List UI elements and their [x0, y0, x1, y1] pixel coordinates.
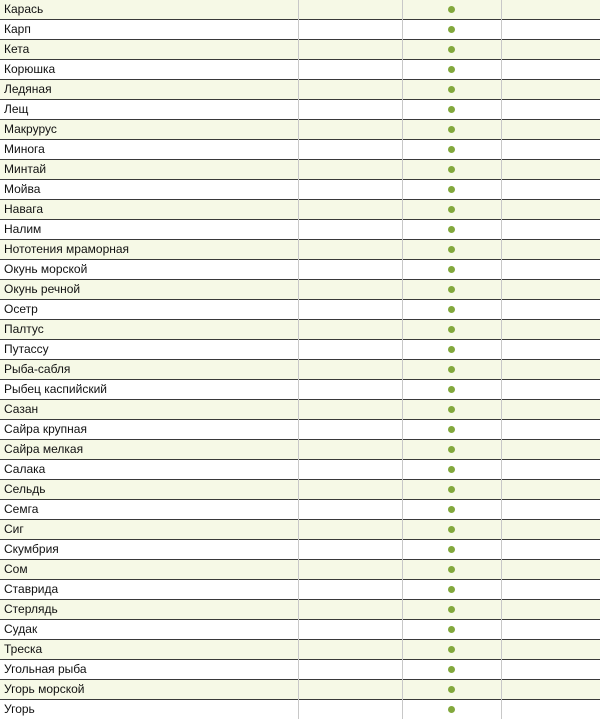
mark-cell-3	[501, 280, 600, 300]
mark-cell-2	[402, 560, 501, 580]
mark-cell-2	[402, 540, 501, 560]
mark-cell-1	[298, 260, 402, 280]
mark-cell-3	[501, 120, 600, 140]
table-row	[0, 180, 600, 200]
fish-name-cell: Угорь морской	[0, 680, 298, 700]
fish-name-cell: Нототения мраморная	[0, 240, 298, 260]
green-dot-icon	[448, 606, 455, 613]
fish-name-cell: Карп	[0, 20, 298, 40]
mark-cell-3	[501, 580, 600, 600]
mark-cell-2	[402, 520, 501, 540]
green-dot-icon	[448, 446, 455, 453]
fish-name-cell: Угольная рыба	[0, 660, 298, 680]
mark-cell-2	[402, 280, 501, 300]
mark-cell-1	[298, 40, 402, 60]
green-dot-icon	[448, 526, 455, 533]
green-dot-icon	[448, 66, 455, 73]
green-dot-icon	[448, 86, 455, 93]
mark-cell-2	[402, 60, 501, 80]
mark-cell-2	[402, 620, 501, 640]
fish-name-cell: Судак	[0, 620, 298, 640]
fish-name-cell: Карась	[0, 0, 298, 20]
mark-cell-2	[402, 360, 501, 380]
mark-cell-2	[402, 120, 501, 140]
green-dot-icon	[448, 466, 455, 473]
mark-cell-1	[298, 80, 402, 100]
green-dot-icon	[448, 386, 455, 393]
green-dot-icon	[448, 346, 455, 353]
mark-cell-2	[402, 700, 501, 720]
mark-cell-2	[402, 300, 501, 320]
mark-cell-3	[501, 300, 600, 320]
green-dot-icon	[448, 366, 455, 373]
mark-cell-2	[402, 340, 501, 360]
table-row	[0, 680, 600, 700]
mark-cell-3	[501, 200, 600, 220]
mark-cell-2	[402, 160, 501, 180]
mark-cell-1	[298, 600, 402, 620]
green-dot-icon	[448, 6, 455, 13]
table-row	[0, 640, 600, 660]
mark-cell-2	[402, 0, 501, 20]
green-dot-icon	[448, 306, 455, 313]
green-dot-icon	[448, 406, 455, 413]
fish-name-cell: Угорь	[0, 700, 298, 720]
mark-cell-1	[298, 200, 402, 220]
mark-cell-1	[298, 300, 402, 320]
mark-cell-3	[501, 680, 600, 700]
table-row	[0, 100, 600, 120]
mark-cell-3	[501, 400, 600, 420]
mark-cell-3	[501, 180, 600, 200]
green-dot-icon	[448, 486, 455, 493]
fish-name-cell: Осетр	[0, 300, 298, 320]
mark-cell-1	[298, 0, 402, 20]
green-dot-icon	[448, 266, 455, 273]
table-row	[0, 320, 600, 340]
mark-cell-3	[501, 340, 600, 360]
mark-cell-2	[402, 140, 501, 160]
table-row	[0, 620, 600, 640]
mark-cell-1	[298, 480, 402, 500]
fish-name-cell: Скумбрия	[0, 540, 298, 560]
mark-cell-1	[298, 100, 402, 120]
table-row	[0, 560, 600, 580]
table-row	[0, 140, 600, 160]
mark-cell-1	[298, 220, 402, 240]
fish-name-cell: Сельдь	[0, 480, 298, 500]
mark-cell-3	[501, 540, 600, 560]
green-dot-icon	[448, 686, 455, 693]
green-dot-icon	[448, 326, 455, 333]
mark-cell-1	[298, 540, 402, 560]
mark-cell-1	[298, 400, 402, 420]
green-dot-icon	[448, 286, 455, 293]
table-row	[0, 660, 600, 680]
table-row	[0, 260, 600, 280]
table-row	[0, 80, 600, 100]
table-row	[0, 420, 600, 440]
table-row	[0, 440, 600, 460]
mark-cell-1	[298, 520, 402, 540]
fish-name-cell: Салака	[0, 460, 298, 480]
mark-cell-2	[402, 660, 501, 680]
mark-cell-3	[501, 100, 600, 120]
fish-name-cell: Минога	[0, 140, 298, 160]
mark-cell-1	[298, 240, 402, 260]
mark-cell-2	[402, 460, 501, 480]
mark-cell-2	[402, 440, 501, 460]
mark-cell-2	[402, 680, 501, 700]
mark-cell-1	[298, 700, 402, 720]
fish-name-cell: Сайра крупная	[0, 420, 298, 440]
mark-cell-3	[501, 560, 600, 580]
table-row	[0, 360, 600, 380]
mark-cell-3	[501, 660, 600, 680]
mark-cell-3	[501, 500, 600, 520]
table-row	[0, 580, 600, 600]
mark-cell-1	[298, 500, 402, 520]
mark-cell-2	[402, 260, 501, 280]
mark-cell-2	[402, 640, 501, 660]
mark-cell-3	[501, 380, 600, 400]
green-dot-icon	[448, 146, 455, 153]
fish-name-cell: Налим	[0, 220, 298, 240]
table-row	[0, 460, 600, 480]
fish-name-cell: Навага	[0, 200, 298, 220]
mark-cell-2	[402, 420, 501, 440]
table-row	[0, 0, 600, 20]
mark-cell-1	[298, 120, 402, 140]
mark-cell-2	[402, 600, 501, 620]
green-dot-icon	[448, 186, 455, 193]
fish-name-cell: Палтус	[0, 320, 298, 340]
table-row	[0, 380, 600, 400]
mark-cell-2	[402, 480, 501, 500]
mark-cell-3	[501, 240, 600, 260]
table-row	[0, 700, 600, 720]
mark-cell-1	[298, 20, 402, 40]
fish-name-cell: Сом	[0, 560, 298, 580]
green-dot-icon	[448, 246, 455, 253]
mark-cell-1	[298, 460, 402, 480]
table-row	[0, 340, 600, 360]
fish-name-cell: Сайра мелкая	[0, 440, 298, 460]
mark-cell-1	[298, 140, 402, 160]
fish-name-cell: Треска	[0, 640, 298, 660]
table-row	[0, 540, 600, 560]
mark-cell-2	[402, 400, 501, 420]
table-row	[0, 240, 600, 260]
mark-cell-1	[298, 160, 402, 180]
table-row	[0, 40, 600, 60]
mark-cell-3	[501, 60, 600, 80]
fish-name-cell: Путассу	[0, 340, 298, 360]
green-dot-icon	[448, 546, 455, 553]
fish-name-cell: Ставрида	[0, 580, 298, 600]
table-row	[0, 400, 600, 420]
mark-cell-3	[501, 600, 600, 620]
mark-cell-2	[402, 240, 501, 260]
table-row	[0, 220, 600, 240]
table-row	[0, 120, 600, 140]
mark-cell-1	[298, 280, 402, 300]
fish-name-cell: Кета	[0, 40, 298, 60]
mark-cell-1	[298, 440, 402, 460]
green-dot-icon	[448, 106, 455, 113]
fish-name-cell: Рыба-сабля	[0, 360, 298, 380]
mark-cell-1	[298, 380, 402, 400]
mark-cell-2	[402, 580, 501, 600]
mark-cell-3	[501, 520, 600, 540]
mark-cell-3	[501, 440, 600, 460]
mark-cell-3	[501, 700, 600, 720]
fish-name-cell: Окунь речной	[0, 280, 298, 300]
mark-cell-2	[402, 380, 501, 400]
mark-cell-2	[402, 100, 501, 120]
table-row	[0, 280, 600, 300]
fish-name-cell: Сиг	[0, 520, 298, 540]
green-dot-icon	[448, 646, 455, 653]
mark-cell-3	[501, 620, 600, 640]
table-row	[0, 300, 600, 320]
mark-cell-3	[501, 0, 600, 20]
fish-name-cell: Рыбец каспийский	[0, 380, 298, 400]
green-dot-icon	[448, 226, 455, 233]
mark-cell-3	[501, 360, 600, 380]
green-dot-icon	[448, 706, 455, 713]
mark-cell-2	[402, 220, 501, 240]
fish-name-cell: Окунь морской	[0, 260, 298, 280]
fish-name-cell: Стерлядь	[0, 600, 298, 620]
mark-cell-2	[402, 500, 501, 520]
mark-cell-3	[501, 320, 600, 340]
fish-name-cell: Семга	[0, 500, 298, 520]
fish-name-cell: Лещ	[0, 100, 298, 120]
mark-cell-1	[298, 620, 402, 640]
mark-cell-1	[298, 360, 402, 380]
green-dot-icon	[448, 26, 455, 33]
table-row	[0, 600, 600, 620]
green-dot-icon	[448, 206, 455, 213]
mark-cell-2	[402, 80, 501, 100]
table-row	[0, 200, 600, 220]
mark-cell-1	[298, 340, 402, 360]
mark-cell-1	[298, 640, 402, 660]
fish-name-cell: Макрурус	[0, 120, 298, 140]
table-row	[0, 480, 600, 500]
mark-cell-1	[298, 320, 402, 340]
table-row	[0, 20, 600, 40]
green-dot-icon	[448, 506, 455, 513]
table-row	[0, 160, 600, 180]
mark-cell-1	[298, 60, 402, 80]
green-dot-icon	[448, 426, 455, 433]
green-dot-icon	[448, 166, 455, 173]
fish-name-cell: Ледяная	[0, 80, 298, 100]
green-dot-icon	[448, 586, 455, 593]
mark-cell-3	[501, 640, 600, 660]
green-dot-icon	[448, 126, 455, 133]
mark-cell-2	[402, 40, 501, 60]
mark-cell-3	[501, 160, 600, 180]
mark-cell-3	[501, 140, 600, 160]
mark-cell-2	[402, 180, 501, 200]
mark-cell-3	[501, 480, 600, 500]
green-dot-icon	[448, 666, 455, 673]
mark-cell-1	[298, 660, 402, 680]
mark-cell-1	[298, 680, 402, 700]
mark-cell-3	[501, 40, 600, 60]
mark-cell-3	[501, 260, 600, 280]
fish-name-cell: Мойва	[0, 180, 298, 200]
mark-cell-1	[298, 560, 402, 580]
mark-cell-1	[298, 180, 402, 200]
mark-cell-3	[501, 220, 600, 240]
fish-name-cell: Сазан	[0, 400, 298, 420]
mark-cell-1	[298, 420, 402, 440]
table-row	[0, 520, 600, 540]
mark-cell-3	[501, 80, 600, 100]
green-dot-icon	[448, 566, 455, 573]
mark-cell-3	[501, 460, 600, 480]
fish-name-cell: Корюшка	[0, 60, 298, 80]
green-dot-icon	[448, 46, 455, 53]
mark-cell-2	[402, 20, 501, 40]
mark-cell-3	[501, 420, 600, 440]
table-row	[0, 60, 600, 80]
table-row	[0, 500, 600, 520]
green-dot-icon	[448, 626, 455, 633]
fish-name-cell: Минтай	[0, 160, 298, 180]
mark-cell-2	[402, 320, 501, 340]
mark-cell-2	[402, 200, 501, 220]
mark-cell-1	[298, 580, 402, 600]
mark-cell-3	[501, 20, 600, 40]
